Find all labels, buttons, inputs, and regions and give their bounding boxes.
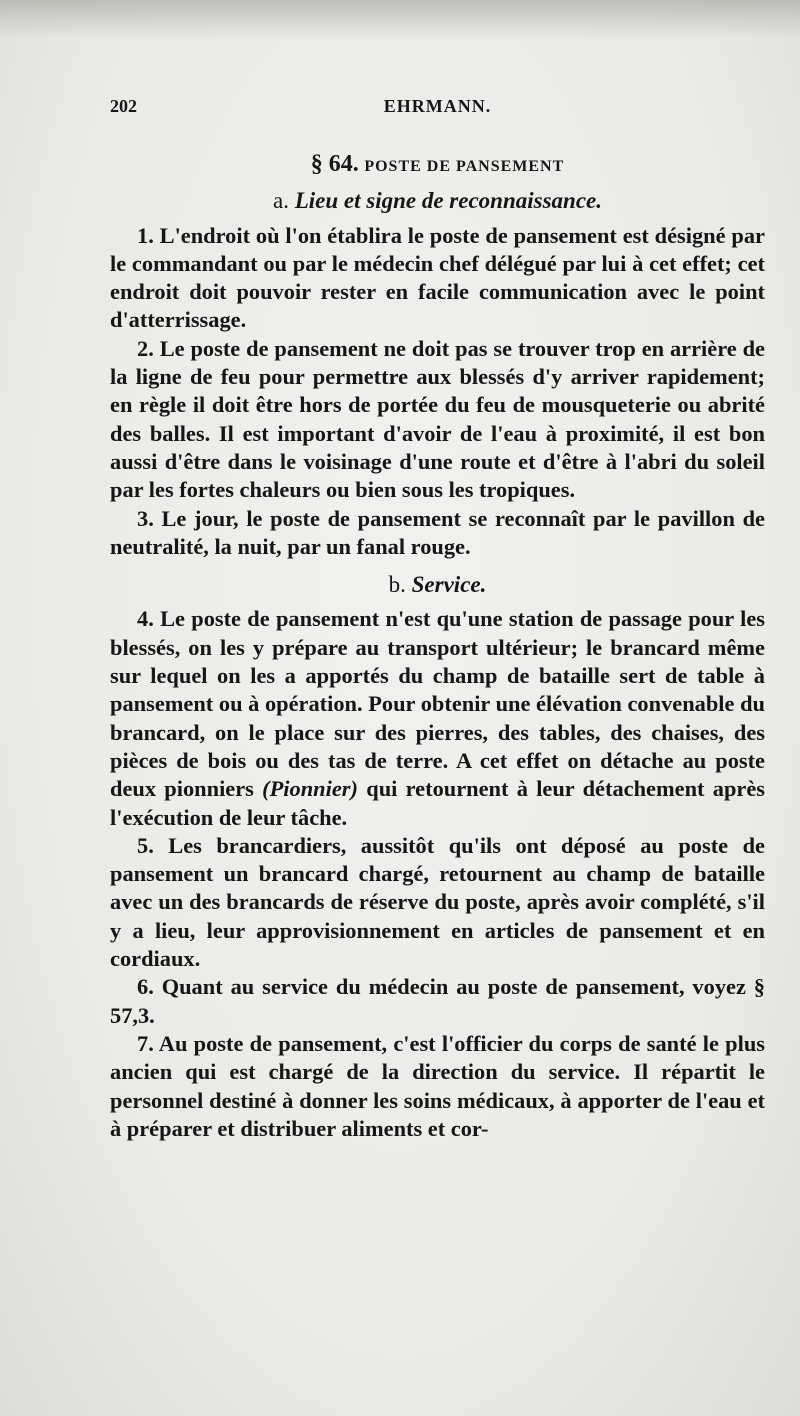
subsection-heading: Lieu et signe de reconnaissance. [294,188,602,214]
paragraph-4-text: 4. Le poste de pansement n'est qu'une station de passage pour les blessés, on les y prépare au transport ultérieur; le brancard même sur lequel on les a apportés du champ de bataille sert de table à pansement ou à opération. Pour obtenir une élévation convenable du brancard, on le place sur des pierres, des tables, des chaises, des pièces de bois ou des tas de terre. A cet effet on détache au poste deux pionniers [110,606,765,802]
subsection-heading: Service. [411,572,487,598]
subsection-letter: b. [388,572,406,598]
paragraph-4-text-end: qui retournent à leur détachement après l'exécution de leur tâche. [110,776,765,830]
paragraph-3: 3. Le jour, le poste de pansement se reconnaît par le pavillon de neutralité, la nuit, par un fanal rouge. [110,505,765,559]
body-text [110,150,765,1143]
paragraph-5: 5. Les brancardiers, aussitôt qu'ils ont déposé au poste de pansement un brancard chargé, retournent au champ de bataille avec un des brancards de réserve du poste, après avoir complété, s'il y a lieu, leur approvisionnement en articles de pansement et en cordiaux. [110,832,765,972]
paragraph-1: 1. L'endroit où l'on établira le poste de pansement est désigné par le commandant ou par le médecin chef délégué par lui à cet effet; cet endroit doit pouvoir rester en facile communication avec le point d'atterrissage. [110,222,765,333]
subsection-title-a [110,187,765,215]
subsection-title-b [110,571,765,599]
section-number: § 64. [310,151,359,177]
paragraph-7: 7. Au poste de pansement, c'est l'officier du corps de santé le plus ancien qui est chargé de la direction du service. Il répartit le personnel destiné à donner les soins médicaux, à apporter de l'eau et à préparer et distribuer aliments et cor- [110,1030,765,1141]
section-title [110,150,765,181]
subsection-letter: a. [272,188,289,214]
paragraph-2: 2. Le poste de pansement ne doit pas se trouver trop en arrière de la ligne de feu pour permettre aux blessés d'y arriver rapidement; en règle il doit être hors de portée du feu de mousqueterie ou abrité des balles. Il est important d'avoir de l'eau à proximité, il est bon aussi d'être dans le voisinage d'une route et d'être à l'abri du soleil par les fortes chaleurs ou bien sous les tropiques. [110,335,765,503]
section-heading: POSTE DE PANSEMENT [364,158,565,175]
paragraph-4-italic: (Pionnier) [262,776,358,802]
page-number: 202 [110,96,137,116]
scan-shadow [0,0,800,40]
running-head [110,96,765,126]
running-head-author: EHRMANN. [383,96,492,116]
paragraph-6: 6. Quant au service du médecin au poste de pansement, voyez § 57,3. [110,974,765,1028]
paragraph-4 [110,605,765,831]
